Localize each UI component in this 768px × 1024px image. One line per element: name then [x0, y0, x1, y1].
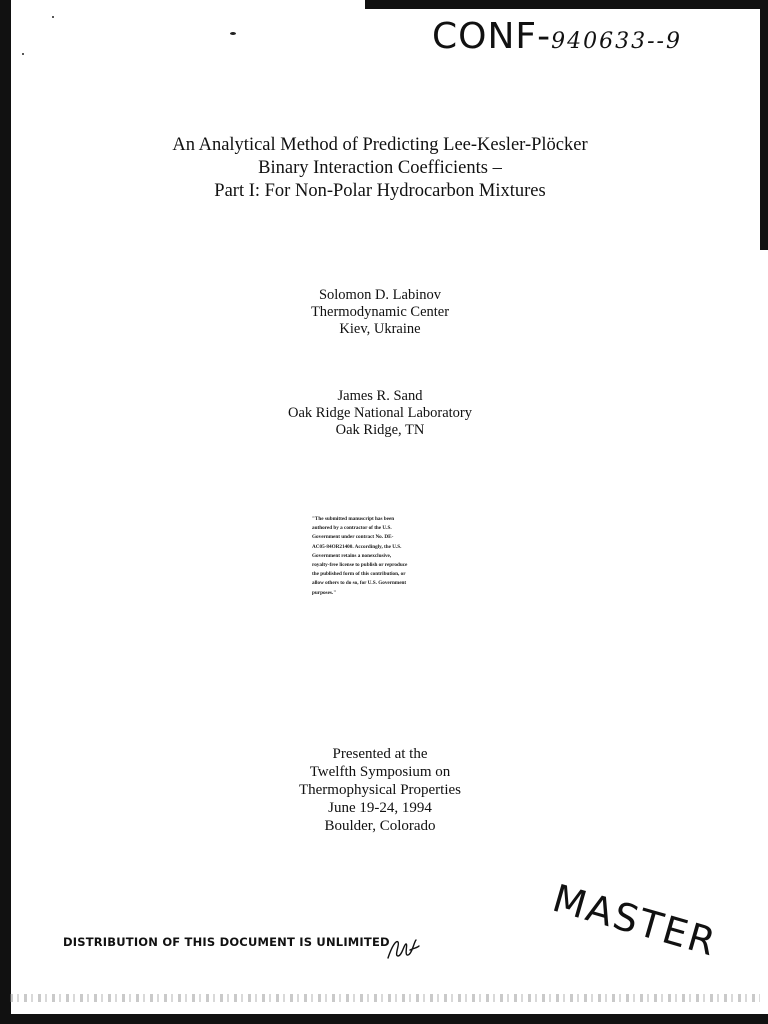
presentation-line: Thermophysical Properties — [298, 782, 462, 798]
distribution-statement: DISTRIBUTION OF THIS DOCUMENT IS UNLIMITED — [63, 935, 390, 949]
scan-border-top — [365, 0, 768, 9]
presentation-line: June 19-24, 1994 — [328, 800, 432, 816]
notice-line: royalty-free license to publish or reproduce — [312, 562, 408, 569]
scan-speck — [22, 53, 24, 55]
presentation-line: Boulder, Colorado — [324, 818, 436, 834]
government-license-notice — [312, 515, 452, 598]
scan-speck — [52, 16, 54, 18]
scan-border-left — [0, 0, 11, 1024]
title-line: An Analytical Method of Predicting Lee-Kesler-Plöcker — [172, 135, 588, 155]
author-location: Oak Ridge, TN — [335, 422, 425, 438]
conf-handwritten-number: 940633--9 — [551, 29, 682, 54]
notice-line: authored by a contractor of the U.S. — [312, 525, 392, 532]
author-block — [200, 287, 560, 338]
presentation-info — [200, 745, 560, 835]
notice-line: Government under contract No. DE- — [312, 534, 394, 541]
author-affiliation: Oak Ridge National Laboratory — [287, 405, 472, 421]
author-name: James R. Sand — [337, 388, 423, 404]
handwritten-initials — [386, 936, 420, 962]
author-name: Solomon D. Labinov — [318, 287, 442, 303]
master-stamp: MASTER — [547, 876, 723, 965]
scan-border-bottom — [0, 1014, 768, 1024]
title-line: Binary Interaction Coefficients – — [258, 158, 502, 178]
conf-report-number — [432, 16, 682, 57]
author-location: Kiev, Ukraine — [339, 321, 421, 337]
notice-line: allow others to do so, for U.S. Government — [312, 580, 407, 587]
notice-line: Government retains a nonexclusive, — [312, 552, 392, 559]
paper-title — [100, 134, 660, 203]
notice-line: the published form of this contribution, or — [312, 571, 406, 578]
author-affiliation: Thermodynamic Center — [310, 304, 450, 320]
author-block — [200, 388, 560, 439]
notice-line: "The submitted manuscript has been — [312, 516, 395, 522]
title-line: Part I: For Non-Polar Hydrocarbon Mixtures — [214, 181, 546, 201]
notice-line: purposes." — [312, 589, 337, 596]
conf-prefix: CONF- — [432, 16, 552, 57]
notice-line: AC05-84OR21400. Accordingly, the U.S. — [312, 543, 402, 550]
scan-border-right — [760, 0, 768, 250]
presentation-line: Presented at the — [332, 746, 428, 762]
scan-noise-strip — [10, 994, 760, 1002]
presentation-line: Twelfth Symposium on — [309, 764, 451, 780]
scan-speck — [230, 32, 236, 35]
